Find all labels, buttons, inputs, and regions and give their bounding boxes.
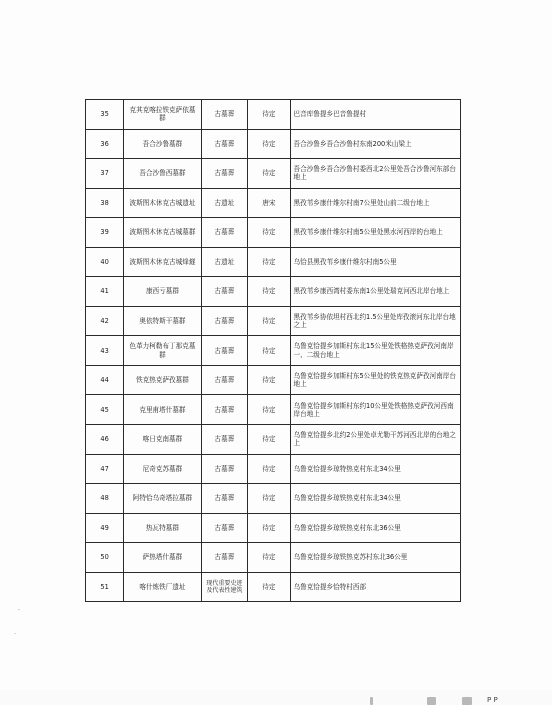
table-body bbox=[86, 100, 461, 602]
site-location: 黑孜苇乡康什维尔村南7公里处山前二级台地上 bbox=[290, 188, 460, 218]
table-row bbox=[86, 513, 461, 543]
row-number: 41 bbox=[86, 277, 124, 307]
site-name: 克里甫塔什墓群 bbox=[124, 395, 201, 425]
table-row bbox=[86, 100, 461, 130]
row-number: 47 bbox=[86, 454, 124, 484]
table-row bbox=[86, 543, 461, 573]
table-row bbox=[86, 395, 461, 425]
site-type: 现代重要史迹及代表性建筑 bbox=[201, 572, 247, 602]
site-location: 乌鲁克恰提乡加斯村东北15公里处铁格热克萨孜河南岸一、二级台地上 bbox=[290, 336, 460, 366]
table-row bbox=[86, 572, 461, 602]
table-row bbox=[86, 277, 461, 307]
site-type: 古墓葬 bbox=[201, 395, 247, 425]
row-number: 42 bbox=[86, 306, 124, 336]
site-type: 古遗址 bbox=[201, 247, 247, 277]
site-location: 乌鲁克恰提乡琼铁热克村东北34公里 bbox=[290, 484, 460, 514]
table-row bbox=[86, 365, 461, 395]
page-view-icon[interactable] bbox=[427, 697, 436, 705]
site-name: 吾合沙鲁西墓群 bbox=[124, 159, 201, 189]
site-name: 喀什炼铁厂遗址 bbox=[124, 572, 201, 602]
row-number: 40 bbox=[86, 247, 124, 277]
site-location: 乌鲁克恰提乡加斯村东约10公里处铁格热克萨孜河西南岸台地上 bbox=[290, 395, 460, 425]
site-location: 乌鲁克恰提乡加斯村东5公里处的铁克热克萨孜河南岸台地上 bbox=[290, 365, 460, 395]
site-type: 古墓葬 bbox=[201, 513, 247, 543]
table-row bbox=[86, 188, 461, 218]
site-era: 待定 bbox=[248, 543, 290, 573]
site-type: 古墓葬 bbox=[201, 218, 247, 248]
site-era: 待定 bbox=[248, 306, 290, 336]
row-number: 49 bbox=[86, 513, 124, 543]
site-name: 奥依特斯干墓群 bbox=[124, 306, 201, 336]
site-location: 乌鲁克恰提乡北约2公里处卓尤勒干苏河西北岸的台地之上 bbox=[290, 425, 460, 455]
table-row bbox=[86, 129, 461, 159]
site-name: 喀日克南墓群 bbox=[124, 425, 201, 455]
site-location: 巴音库鲁提乡巴音鲁提村 bbox=[290, 100, 460, 130]
site-type: 古墓葬 bbox=[201, 543, 247, 573]
site-location: 黑孜苇乡康西湾村委东南1公里处瑞克河西北岸台地上 bbox=[290, 277, 460, 307]
site-type: 古遗址 bbox=[201, 188, 247, 218]
site-type: 古墓葬 bbox=[201, 129, 247, 159]
row-number: 37 bbox=[86, 159, 124, 189]
row-number: 51 bbox=[86, 572, 124, 602]
site-name: 波斯图木休克古城烽燧 bbox=[124, 247, 201, 277]
page-indicator[interactable]: P P bbox=[487, 696, 498, 704]
site-type: 古墓葬 bbox=[201, 425, 247, 455]
site-type: 古墓葬 bbox=[201, 100, 247, 130]
site-type: 古墓葬 bbox=[201, 277, 247, 307]
site-location: 吾合沙鲁乡吾合沙鲁村东南200米山梁上 bbox=[290, 129, 460, 159]
table-row bbox=[86, 336, 461, 366]
table-row bbox=[86, 159, 461, 189]
site-name: 康西亏墓群 bbox=[124, 277, 201, 307]
site-location: 黑孜苇乡协依坦村西北约1.5公里处库孜滚河东北岸台地之上 bbox=[290, 306, 460, 336]
site-era: 待定 bbox=[248, 513, 290, 543]
site-era: 待定 bbox=[248, 365, 290, 395]
row-number: 46 bbox=[86, 425, 124, 455]
scan-mark: · bbox=[14, 631, 16, 638]
site-name: 尼奇克苏墓群 bbox=[124, 454, 201, 484]
site-era: 待定 bbox=[248, 572, 290, 602]
site-era: 待定 bbox=[248, 247, 290, 277]
site-name: 波斯图木休克古城墓群 bbox=[124, 218, 201, 248]
site-era: 待定 bbox=[248, 425, 290, 455]
site-type: 古墓葬 bbox=[201, 454, 247, 484]
site-location: 乌鲁克恰提乡恰特村西部 bbox=[290, 572, 460, 602]
site-location: 乌恰县黑孜苇乡康什维尔村南5公里 bbox=[290, 247, 460, 277]
site-era: 待定 bbox=[248, 484, 290, 514]
cursor-icon[interactable] bbox=[370, 697, 373, 705]
site-location: 乌鲁克恰提乡琼特热克村东北34公里 bbox=[290, 454, 460, 484]
table-row bbox=[86, 218, 461, 248]
site-era: 待定 bbox=[248, 218, 290, 248]
row-number: 44 bbox=[86, 365, 124, 395]
site-location: 乌鲁克恰提乡琼铁热克村东北36公里 bbox=[290, 513, 460, 543]
site-location: 黑孜苇乡康什维尔村南5公里处黑水河西岸的台地上 bbox=[290, 218, 460, 248]
site-type: 古墓葬 bbox=[201, 484, 247, 514]
site-type: 古墓葬 bbox=[201, 336, 247, 366]
site-name: 萨热塔什墓群 bbox=[124, 543, 201, 573]
site-era: 待定 bbox=[248, 395, 290, 425]
site-era: 待定 bbox=[248, 454, 290, 484]
fit-page-icon[interactable] bbox=[462, 697, 472, 705]
site-name: 吾合沙鲁墓群 bbox=[124, 129, 201, 159]
table-row bbox=[86, 247, 461, 277]
row-number: 43 bbox=[86, 336, 124, 366]
row-number: 39 bbox=[86, 218, 124, 248]
site-type: 古墓葬 bbox=[201, 159, 247, 189]
site-type: 古墓葬 bbox=[201, 306, 247, 336]
row-number: 35 bbox=[86, 100, 124, 130]
row-number: 38 bbox=[86, 188, 124, 218]
row-number: 50 bbox=[86, 543, 124, 573]
site-name: 铁克热克萨孜墓群 bbox=[124, 365, 201, 395]
row-number: 48 bbox=[86, 484, 124, 514]
site-era: 待定 bbox=[248, 129, 290, 159]
site-type: 古墓葬 bbox=[201, 365, 247, 395]
site-name: 色革力柯勒布丁那克墓群 bbox=[124, 336, 201, 366]
site-era: 待定 bbox=[248, 159, 290, 189]
site-location: 吾合沙鲁乡吾合沙鲁村委西北2公里处吾合沙鲁河东部台地上 bbox=[290, 159, 460, 189]
site-name: 克其克喀拉铁克萨依墓群 bbox=[124, 100, 201, 130]
site-location: 乌鲁克恰提乡琼铁热克苏村东北36公里 bbox=[290, 543, 460, 573]
site-era: 待定 bbox=[248, 277, 290, 307]
site-era: 待定 bbox=[248, 100, 290, 130]
row-number: 45 bbox=[86, 395, 124, 425]
table-row bbox=[86, 306, 461, 336]
row-number: 36 bbox=[86, 129, 124, 159]
table-row bbox=[86, 425, 461, 455]
site-era: 唐宋 bbox=[248, 188, 290, 218]
site-name: 阿特恰乌奇塔拉墓群 bbox=[124, 484, 201, 514]
table-row bbox=[86, 454, 461, 484]
site-era: 待定 bbox=[248, 336, 290, 366]
heritage-sites-table bbox=[85, 99, 461, 602]
scan-mark: · bbox=[18, 607, 20, 614]
site-name: 热瓦特墓群 bbox=[124, 513, 201, 543]
site-name: 波斯图木休克古城遗址 bbox=[124, 188, 201, 218]
table-row bbox=[86, 484, 461, 514]
